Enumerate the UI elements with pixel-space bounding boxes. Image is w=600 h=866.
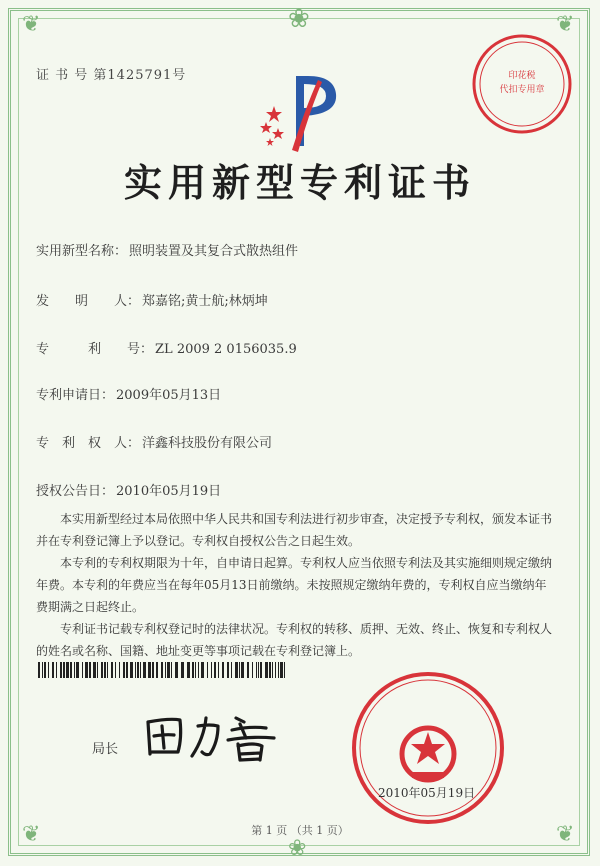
field-label: 发 明 人： [36, 294, 141, 309]
field-value: 郑嘉铭;黄士航;林炳坤 [142, 294, 268, 309]
field-label: 授权公告日： [36, 484, 115, 499]
sipo-logo-icon [252, 66, 352, 152]
field-application-date [36, 384, 221, 403]
svg-text:代扣专用章: 代扣专用章 [499, 85, 545, 95]
director-title: 局长 [92, 742, 119, 757]
field-value: 2010年05月19日 [116, 484, 222, 499]
bottom-ornament-icon: ❀ [288, 836, 307, 861]
field-label: 专 利 号： [36, 342, 154, 357]
field-label: 专利申请日： [36, 388, 115, 403]
field-utility-model-name [36, 240, 298, 259]
sipo-official-seal-icon [350, 670, 506, 826]
corner-ornament-icon: ❦ [22, 822, 41, 847]
field-value: 洋鑫科技股份有限公司 [142, 436, 273, 451]
field-value: ZL 2009 2 0156035.9 [155, 342, 297, 357]
barcode-icon [38, 662, 288, 678]
body-paragraph: 专利证书记载专利权登记时的法律状况。专利权的转移、质押、无效、终止、恢复和专利权人的姓名或名称、国籍、地址变更等事项记载在专利登记簿上。 [36, 622, 553, 658]
certificate-body [36, 508, 556, 662]
field-grant-date [36, 480, 221, 499]
tax-stamp-seal-icon [470, 32, 574, 136]
director-signature-icon [140, 708, 290, 764]
corner-ornament-icon: ❦ [556, 822, 575, 847]
top-ornament-icon: ❀ [288, 4, 310, 34]
field-value: 2009年05月13日 [116, 388, 222, 403]
seal-date: 2010年05月19日 [378, 786, 476, 800]
field-patentee [36, 432, 272, 451]
corner-ornament-icon: ❦ [22, 12, 41, 37]
certificate-title: 实用新型专利证书 [123, 160, 476, 205]
page-number: 第 1 页 （共 1 页） [251, 824, 349, 837]
svg-text:印花税: 印花税 [508, 71, 536, 81]
certificate-number: 证 书 号 第1425791号 [36, 68, 187, 83]
field-patent-number [36, 338, 297, 357]
body-paragraph: 本专利的专利权期限为十年，自申请日起算。专利权人应当依照专利法及其实施细则规定缴纳年费。本专利的年费应当在每年05月13日前缴纳。未按照规定缴纳年费的，专利权自应当缴纳年费期满之日起终止。 [36, 556, 553, 614]
corner-ornament-icon: ❦ [556, 12, 575, 37]
body-paragraph: 本实用新型经过本局依照中华人民共和国专利法进行初步审查，决定授予专利权，颁发本证书并在专利登记簿上予以登记。专利权自授权公告之日起生效。 [36, 512, 553, 548]
field-label: 专 利 权 人： [36, 436, 141, 451]
field-label: 实用新型名称： [36, 244, 128, 259]
field-inventor [36, 290, 268, 309]
field-value: 照明装置及其复合式散热组件 [129, 244, 299, 259]
